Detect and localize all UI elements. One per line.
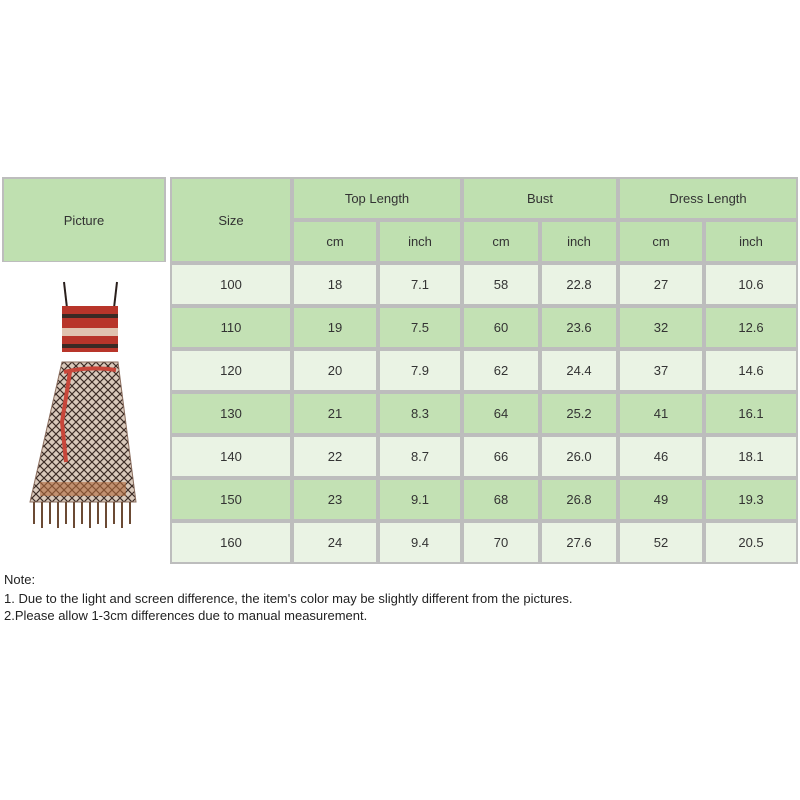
cell-value: 49 <box>653 492 669 507</box>
table-cell <box>618 392 704 435</box>
size-cell <box>170 349 292 392</box>
cell-value: 22.8 <box>566 277 592 292</box>
cell-value: 19 <box>327 320 343 335</box>
table-cell <box>292 478 378 521</box>
table-cell <box>618 478 704 521</box>
cell-value: 27.6 <box>566 535 592 550</box>
unit-header-inch <box>540 220 618 263</box>
size-cell <box>170 263 292 306</box>
table-cell <box>540 521 618 564</box>
size-header <box>170 177 292 263</box>
unit-label: inch <box>567 234 591 249</box>
unit-header-cm <box>462 220 540 263</box>
cell-value: 8.7 <box>410 449 430 464</box>
cell-value: 46 <box>653 449 669 464</box>
unit-label: cm <box>492 234 510 249</box>
top-length-header-label: Top Length <box>344 191 410 206</box>
picture-header-label: Picture <box>63 212 105 228</box>
table-cell <box>462 263 540 306</box>
cell-value: 18.1 <box>738 449 764 464</box>
cell-value: 160 <box>220 535 242 550</box>
cell-value: 120 <box>220 363 242 378</box>
table-cell <box>378 478 462 521</box>
table-cell <box>618 349 704 392</box>
note-line-1: 1. Due to the light and screen difference, the item's color may be slightly different from the pictures. <box>4 591 573 606</box>
table-cell <box>704 478 798 521</box>
table-cell <box>704 306 798 349</box>
picture-cell <box>0 262 168 568</box>
cell-value: 26.8 <box>566 492 592 507</box>
table-cell <box>292 392 378 435</box>
table-cell <box>704 349 798 392</box>
cell-value: 9.4 <box>410 535 430 550</box>
table-cell <box>540 392 618 435</box>
cell-value: 37 <box>653 363 669 378</box>
size-cell <box>170 478 292 521</box>
cell-value: 24 <box>327 535 343 550</box>
table-cell <box>618 263 704 306</box>
size-header-label: Size <box>218 212 244 228</box>
table-cell <box>540 263 618 306</box>
table-cell <box>378 306 462 349</box>
cell-value: 52 <box>653 535 669 550</box>
cell-value: 7.9 <box>410 363 430 378</box>
cell-value: 110 <box>220 320 242 335</box>
cell-value: 21 <box>327 406 343 421</box>
table-cell <box>378 521 462 564</box>
table-cell <box>292 349 378 392</box>
cell-value: 27 <box>653 277 669 292</box>
cell-value: 23 <box>327 492 343 507</box>
table-cell <box>462 435 540 478</box>
size-cell <box>170 521 292 564</box>
table-cell <box>540 306 618 349</box>
table-cell <box>704 263 798 306</box>
cell-value: 70 <box>493 535 509 550</box>
cell-value: 7.5 <box>410 320 430 335</box>
cell-value: 68 <box>493 492 509 507</box>
table-cell <box>292 435 378 478</box>
unit-label: cm <box>652 234 670 249</box>
table-cell <box>462 521 540 564</box>
unit-label: inch <box>739 234 763 249</box>
table-cell <box>618 306 704 349</box>
cell-value: 26.0 <box>566 449 592 464</box>
table-cell <box>462 478 540 521</box>
cell-value: 8.3 <box>410 406 430 421</box>
cell-value: 18 <box>327 277 343 292</box>
table-cell <box>462 349 540 392</box>
table-cell <box>378 349 462 392</box>
cell-value: 10.6 <box>738 277 764 292</box>
table-cell <box>618 521 704 564</box>
size-cell <box>170 435 292 478</box>
table-cell <box>540 349 618 392</box>
unit-header-inch <box>704 220 798 263</box>
dress-length-header <box>618 177 798 220</box>
table-cell <box>704 521 798 564</box>
note-line-2: 2.Please allow 1-3cm differences due to manual measurement. <box>4 608 368 623</box>
unit-label: cm <box>326 234 344 249</box>
unit-header-cm <box>292 220 378 263</box>
picture-header <box>2 177 166 263</box>
cell-value: 60 <box>493 320 509 335</box>
unit-header-cm <box>618 220 704 263</box>
cell-value: 41 <box>653 406 669 421</box>
dress-illustration <box>0 262 168 568</box>
cell-value: 24.4 <box>566 363 592 378</box>
cell-value: 22 <box>327 449 343 464</box>
table-cell <box>378 435 462 478</box>
table-cell <box>462 392 540 435</box>
cell-value: 7.1 <box>410 277 430 292</box>
cell-value: 14.6 <box>738 363 764 378</box>
cell-value: 16.1 <box>738 406 764 421</box>
table-cell <box>292 306 378 349</box>
cell-value: 19.3 <box>738 492 764 507</box>
table-cell <box>292 521 378 564</box>
table-cell <box>704 392 798 435</box>
cell-value: 150 <box>220 492 242 507</box>
cell-value: 23.6 <box>566 320 592 335</box>
cell-value: 100 <box>220 277 242 292</box>
table-cell <box>378 263 462 306</box>
table-cell <box>540 478 618 521</box>
cell-value: 62 <box>493 363 509 378</box>
cell-value: 66 <box>493 449 509 464</box>
cell-value: 64 <box>493 406 509 421</box>
bust-header-label: Bust <box>526 191 553 206</box>
bust-header <box>462 177 618 220</box>
cell-value: 20.5 <box>738 535 764 550</box>
top-length-header <box>292 177 462 220</box>
cell-value: 25.2 <box>566 406 592 421</box>
dress-length-header-label: Dress Length <box>669 191 747 206</box>
note-heading: Note: <box>4 572 36 587</box>
cell-value: 130 <box>220 406 242 421</box>
cell-value: 140 <box>220 449 242 464</box>
table-cell <box>704 435 798 478</box>
cell-value: 9.1 <box>410 492 430 507</box>
size-cell <box>170 306 292 349</box>
table-cell <box>462 306 540 349</box>
cell-value: 58 <box>493 277 509 292</box>
table-cell <box>618 435 704 478</box>
cell-value: 20 <box>327 363 343 378</box>
cell-value: 12.6 <box>738 320 764 335</box>
size-cell <box>170 392 292 435</box>
unit-label: inch <box>408 234 432 249</box>
table-cell <box>540 435 618 478</box>
unit-header-inch <box>378 220 462 263</box>
cell-value: 32 <box>653 320 669 335</box>
table-cell <box>292 263 378 306</box>
table-cell <box>378 392 462 435</box>
